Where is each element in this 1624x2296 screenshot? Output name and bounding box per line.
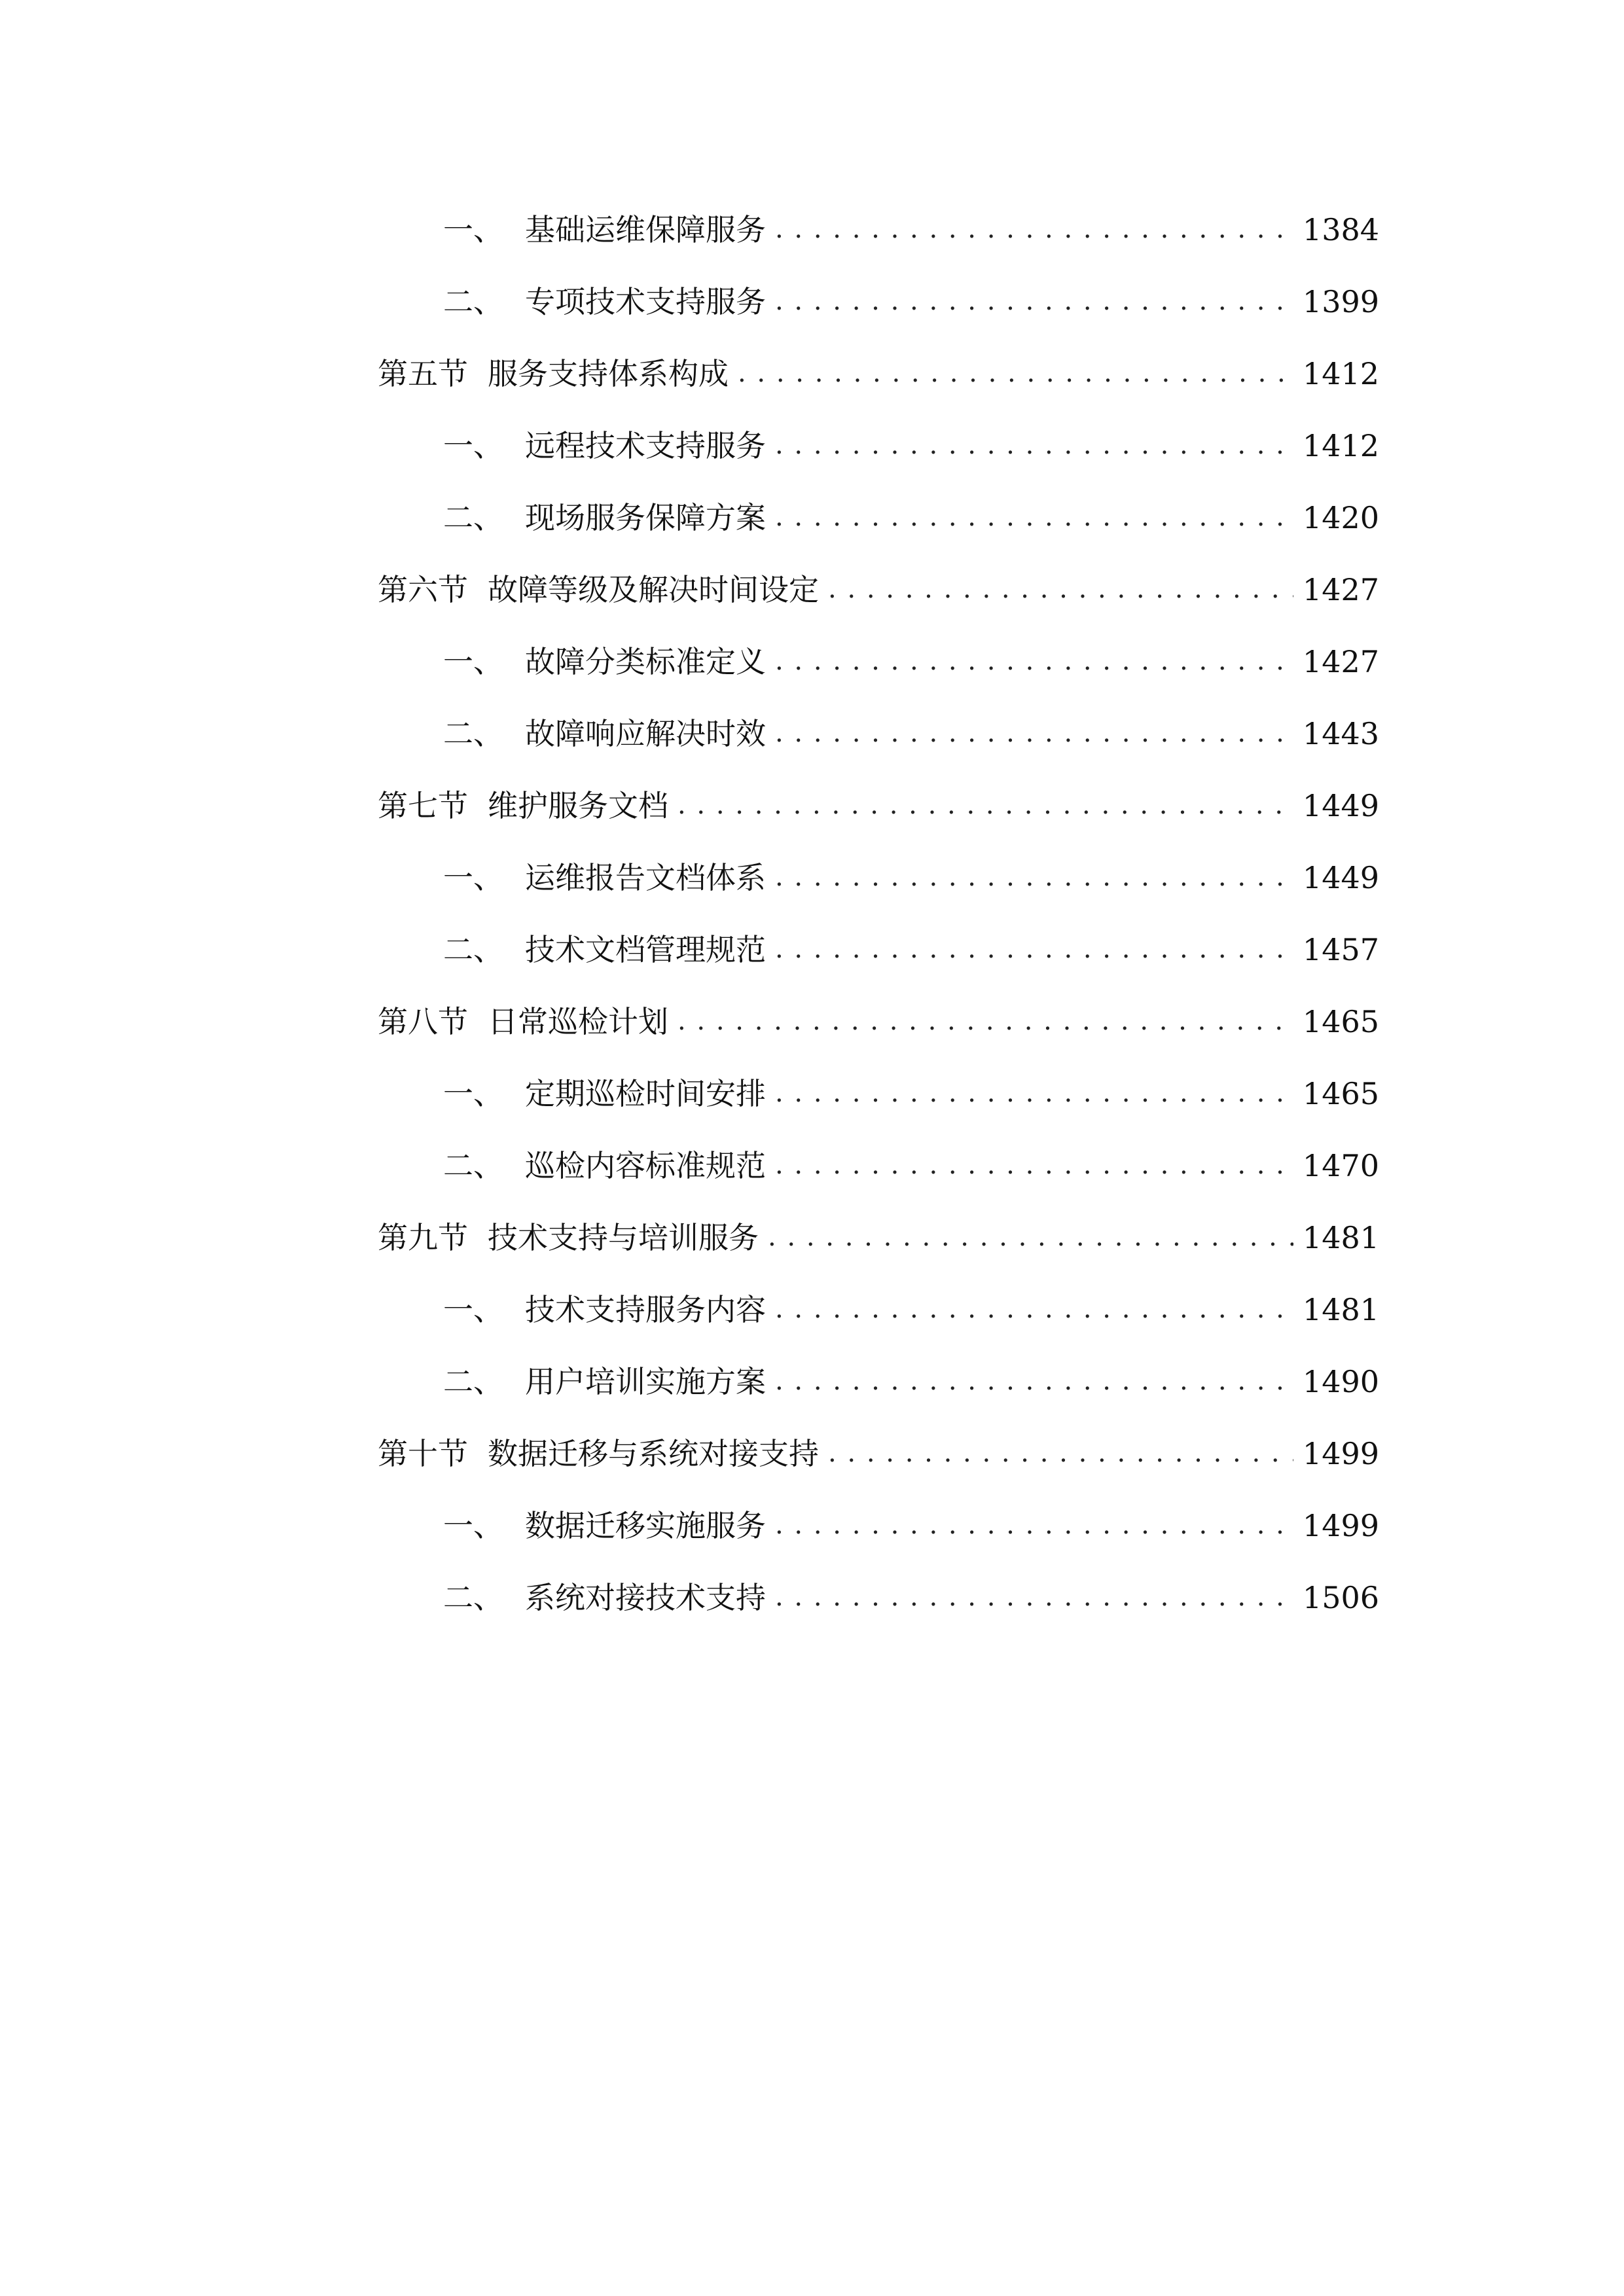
- toc-entry-title: 远程技术支持服务: [525, 428, 766, 463]
- toc-dot-leader: [828, 1439, 1293, 1469]
- toc-entry-title: 巡检内容标准规范: [525, 1148, 766, 1183]
- toc-entry-number: 第七节: [378, 788, 468, 823]
- toc-dot-leader: [775, 935, 1293, 965]
- toc-page-number: 1384: [1302, 212, 1379, 247]
- toc-page-number: 1399: [1302, 284, 1379, 319]
- toc-entry-number: 二、: [443, 1580, 503, 1615]
- toc-page-number: 1412: [1302, 428, 1379, 463]
- toc-section-entry[interactable]: [378, 338, 1379, 410]
- toc-section-entry[interactable]: [378, 770, 1379, 842]
- toc-subsection-entry[interactable]: [378, 914, 1379, 986]
- toc-subsection-entry[interactable]: [378, 1274, 1379, 1346]
- toc-page-number: 1443: [1302, 716, 1379, 751]
- toc-section-entry[interactable]: [378, 1418, 1379, 1490]
- toc-dot-leader: [775, 719, 1293, 749]
- toc-entry-number: 第十节: [378, 1436, 468, 1471]
- toc-entry-number: 二、: [443, 500, 503, 535]
- toc-page-number: 1470: [1302, 1148, 1379, 1183]
- toc-entry-number: 一、: [443, 1076, 503, 1111]
- toc-subsection-entry[interactable]: [378, 266, 1379, 338]
- toc-dot-leader: [775, 647, 1293, 677]
- toc-page-number: 1412: [1302, 356, 1379, 391]
- toc-subsection-entry[interactable]: [378, 842, 1379, 914]
- toc-dot-leader: [775, 863, 1293, 893]
- toc-entry-title: 服务支持体系构成: [488, 356, 729, 391]
- toc-entry-title: 基础运维保障服务: [525, 212, 766, 247]
- toc-dot-leader: [768, 1223, 1293, 1253]
- toc-subsection-entry[interactable]: [378, 1058, 1379, 1130]
- toc-dot-leader: [738, 359, 1293, 389]
- toc-entry-number: 第五节: [378, 356, 468, 391]
- toc-entry-title: 技术支持服务内容: [525, 1292, 766, 1327]
- toc-page-number: 1465: [1302, 1076, 1379, 1111]
- toc-subsection-entry[interactable]: [378, 482, 1379, 554]
- toc-page-number: 1449: [1302, 788, 1379, 823]
- toc-page-number: 1427: [1302, 644, 1379, 679]
- toc-dot-leader: [775, 1583, 1293, 1613]
- toc-entry-number: 二、: [443, 1364, 503, 1399]
- toc-page-number: 1481: [1302, 1292, 1379, 1327]
- toc-entry-title: 日常巡检计划: [488, 1004, 668, 1039]
- toc-entry-title: 技术支持与培训服务: [488, 1220, 759, 1255]
- toc-dot-leader: [775, 1367, 1293, 1397]
- toc-entry-title: 专项技术支持服务: [525, 284, 766, 319]
- toc-page-number: 1457: [1302, 932, 1379, 967]
- toc-dot-leader: [775, 287, 1293, 317]
- toc-entry-number: 一、: [443, 860, 503, 895]
- toc-section-entry[interactable]: [378, 1202, 1379, 1274]
- toc-subsection-entry[interactable]: [378, 410, 1379, 482]
- toc-subsection-entry[interactable]: [378, 1130, 1379, 1202]
- toc-entry-number: 第九节: [378, 1220, 468, 1255]
- toc-entry-title: 数据迁移与系统对接支持: [488, 1436, 819, 1471]
- toc-subsection-entry[interactable]: [378, 698, 1379, 770]
- toc-page-number: 1490: [1302, 1364, 1379, 1399]
- toc-subsection-entry[interactable]: [378, 194, 1379, 266]
- toc-entry-number: 一、: [443, 1292, 503, 1327]
- toc-dot-leader: [775, 215, 1293, 245]
- toc-entry-title: 定期巡检时间安排: [525, 1076, 766, 1111]
- toc-page-number: 1499: [1302, 1508, 1379, 1543]
- toc-entry-title: 故障响应解决时效: [525, 716, 766, 751]
- toc-entry-number: 一、: [443, 428, 503, 463]
- toc-dot-leader: [677, 791, 1293, 821]
- toc-dot-leader: [775, 431, 1293, 461]
- toc-page-number: 1465: [1302, 1004, 1379, 1039]
- toc-entry-number: 第八节: [378, 1004, 468, 1039]
- toc-entry-title: 故障分类标准定义: [525, 644, 766, 679]
- toc-page-number: 1499: [1302, 1436, 1379, 1471]
- toc-dot-leader: [775, 1511, 1293, 1541]
- toc-entry-title: 运维报告文档体系: [525, 860, 766, 895]
- toc-entry-title: 维护服务文档: [488, 788, 668, 823]
- toc-entry-title: 技术文档管理规范: [525, 932, 766, 967]
- toc-dot-leader: [775, 1079, 1293, 1109]
- toc-subsection-entry[interactable]: [378, 1562, 1379, 1634]
- toc-dot-leader: [775, 503, 1293, 533]
- toc-entry-number: 第六节: [378, 572, 468, 607]
- toc-section-entry[interactable]: [378, 554, 1379, 626]
- toc-entry-number: 二、: [443, 932, 503, 967]
- toc-subsection-entry[interactable]: [378, 1346, 1379, 1418]
- toc-page-number: 1506: [1302, 1580, 1379, 1615]
- toc-dot-leader: [775, 1295, 1293, 1325]
- toc-entry-title: 用户培训实施方案: [525, 1364, 766, 1399]
- toc-entry-number: 二、: [443, 284, 503, 319]
- toc-page-number: 1481: [1302, 1220, 1379, 1255]
- toc-entry-title: 故障等级及解决时间设定: [488, 572, 819, 607]
- toc-entry-number: 二、: [443, 716, 503, 751]
- toc-dot-leader: [677, 1007, 1293, 1037]
- toc-page-number: 1449: [1302, 860, 1379, 895]
- toc-entry-number: 二、: [443, 1148, 503, 1183]
- toc-subsection-entry[interactable]: [378, 1490, 1379, 1562]
- table-of-contents: [378, 194, 1379, 1634]
- toc-dot-leader: [828, 575, 1293, 605]
- toc-dot-leader: [775, 1151, 1293, 1181]
- toc-entry-title: 数据迁移实施服务: [525, 1508, 766, 1543]
- toc-entry-title: 系统对接技术支持: [525, 1580, 766, 1615]
- toc-entry-title: 现场服务保障方案: [525, 500, 766, 535]
- toc-entry-number: 一、: [443, 644, 503, 679]
- toc-page-number: 1420: [1302, 500, 1379, 535]
- toc-entry-number: 一、: [443, 212, 503, 247]
- toc-entry-number: 一、: [443, 1508, 503, 1543]
- toc-subsection-entry[interactable]: [378, 626, 1379, 698]
- toc-page-number: 1427: [1302, 572, 1379, 607]
- toc-section-entry[interactable]: [378, 986, 1379, 1058]
